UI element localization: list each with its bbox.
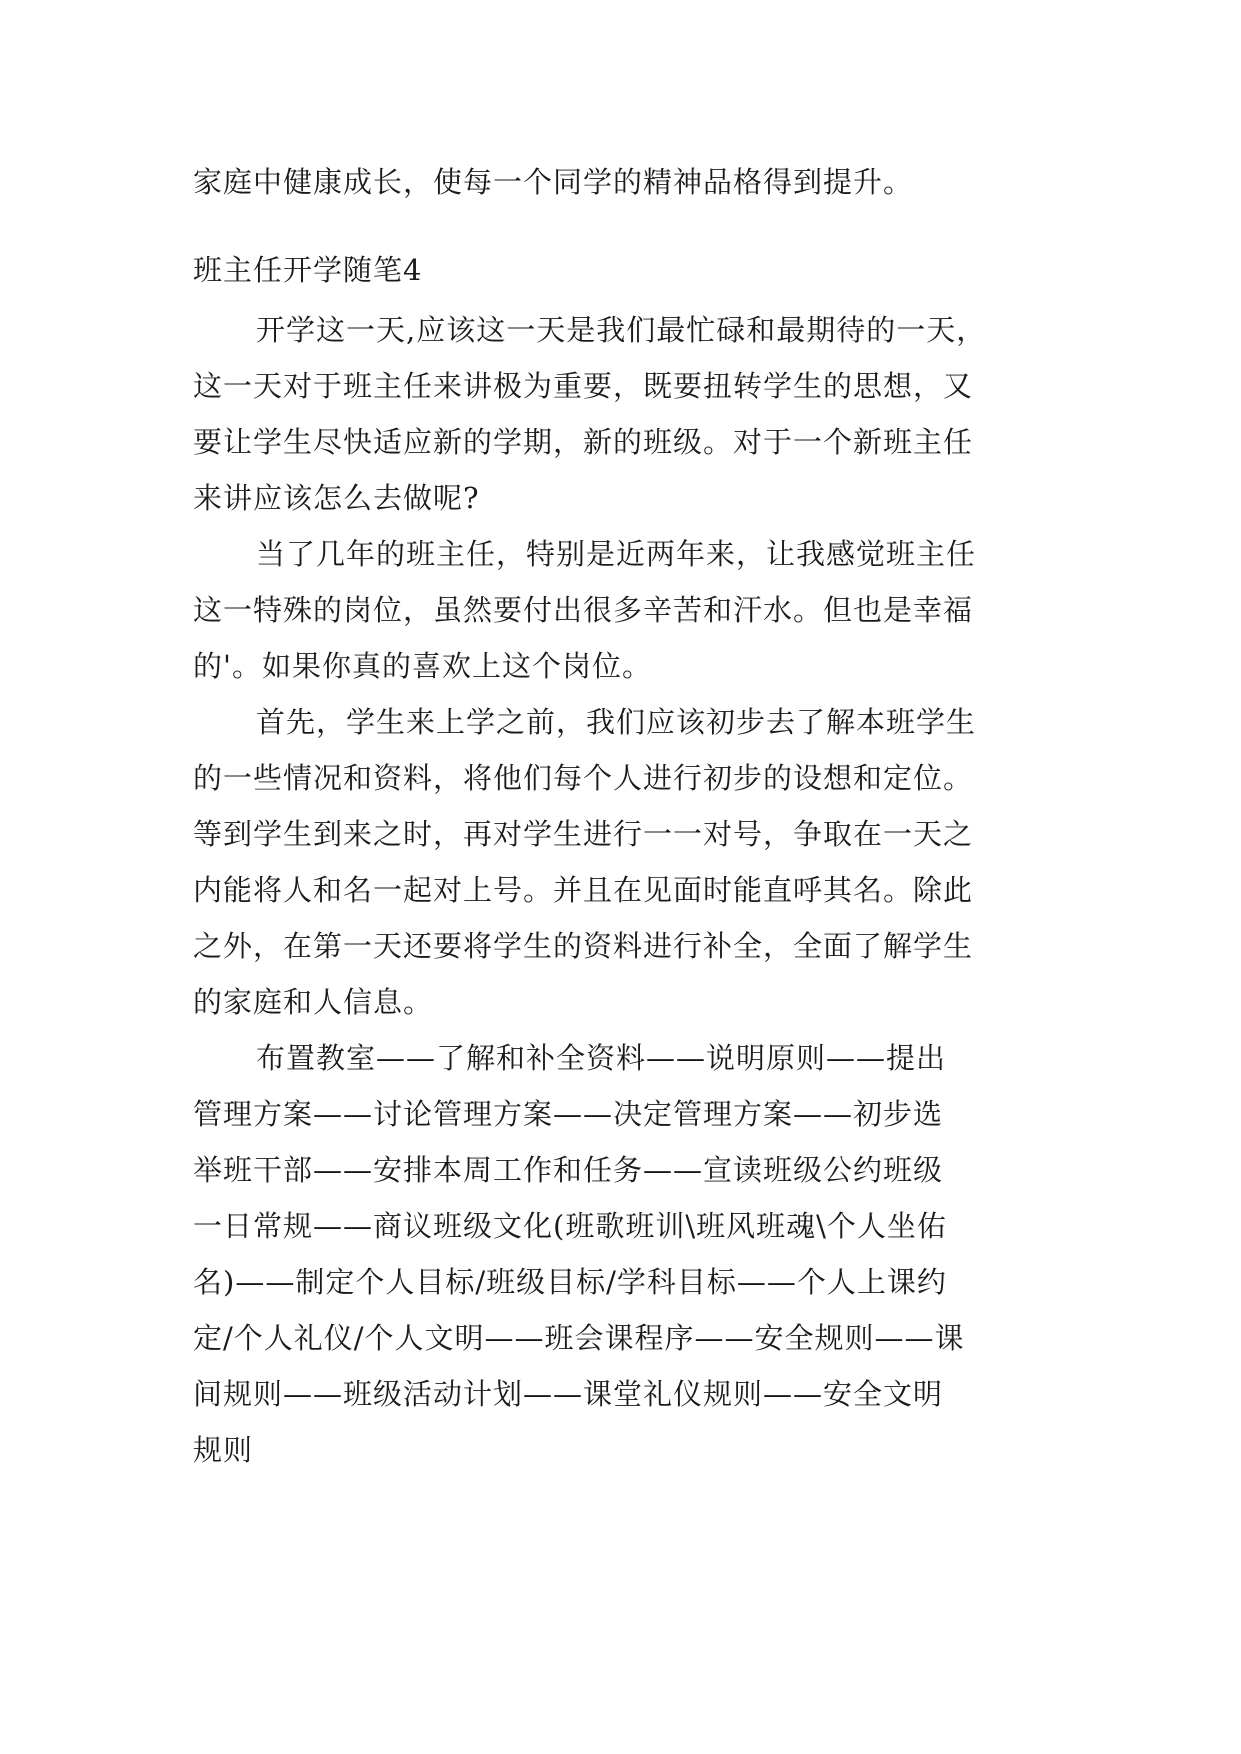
text-line: 一日常规——商议班级文化(班歌班训\班风班魂\个人坐佑 bbox=[193, 1209, 947, 1243]
section-heading: 班主任开学随笔4 bbox=[193, 253, 423, 287]
text-line: 开学这一天,应该这一天是我们最忙碌和最期待的一天， bbox=[256, 313, 987, 347]
text-line: 家庭中健康成长，使每一个同学的精神品格得到提升。 bbox=[193, 165, 914, 199]
text-line: 定/个人礼仪/个人文明——班会课程序——安全规则——课 bbox=[193, 1321, 965, 1355]
text-line: 首先，学生来上学之前，我们应该初步去了解本班学生 bbox=[256, 705, 977, 739]
text-line: 这一天对于班主任来讲极为重要，既要扭转学生的思想，又 bbox=[193, 369, 974, 403]
text-line: 来讲应该怎么去做呢? bbox=[193, 481, 480, 515]
text-line: 的一些情况和资料，将他们每个人进行初步的设想和定位。 bbox=[193, 761, 974, 795]
text-line: 的'。如果你真的喜欢上这个岗位。 bbox=[193, 649, 652, 683]
text-line: 这一特殊的岗位，虽然要付出很多辛苦和汗水。但也是幸福 bbox=[193, 593, 974, 627]
text-line: 布置教室——了解和补全资料——说明原则——提出 bbox=[256, 1041, 947, 1075]
text-line: 内能将人和名一起对上号。并且在见面时能直呼其名。除此 bbox=[193, 873, 974, 907]
text-line: 之外，在第一天还要将学生的资料进行补全，全面了解学生 bbox=[193, 929, 974, 963]
text-line: 管理方案——讨论管理方案——决定管理方案——初步选 bbox=[193, 1097, 944, 1131]
text-line: 举班干部——安排本周工作和任务——宣读班级公约班级 bbox=[193, 1153, 944, 1187]
text-line: 间规则——班级活动计划——课堂礼仪规则——安全文明 bbox=[193, 1377, 944, 1411]
text-line: 的家庭和人信息。 bbox=[193, 985, 434, 1019]
text-line: 名)——制定个人目标/班级目标/学科目标——个人上课约 bbox=[193, 1265, 947, 1299]
text-line: 规则 bbox=[193, 1433, 254, 1467]
text-line: 要让学生尽快适应新的学期，新的班级。对于一个新班主任 bbox=[193, 425, 974, 459]
text-line: 当了几年的班主任，特别是近两年来，让我感觉班主任 bbox=[256, 537, 977, 571]
text-line: 等到学生到来之时，再对学生进行一一对号，争取在一天之 bbox=[193, 817, 974, 851]
